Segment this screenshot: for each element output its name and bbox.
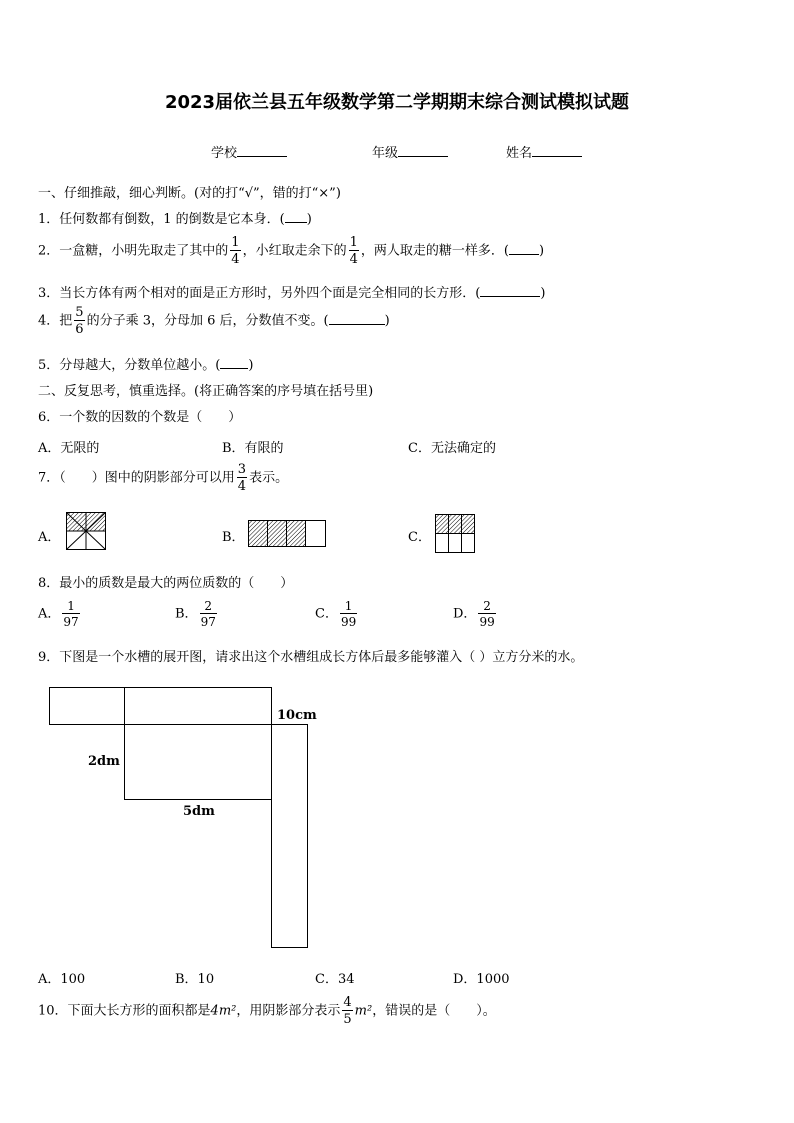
dimension-label-length: 5dm [183,804,215,819]
fraction-numerator: 2 [204,599,213,613]
question-5-text: 5．分母越大，分数单位越小。( [38,358,221,373]
fraction-numerator: 4 [343,995,352,1010]
question-3-text: 3．当长方体有两个相对的面是正方形时，另外四个面是完全相同的长方形．( [38,286,481,301]
net-top-strip [50,688,272,725]
fraction-denominator: 97 [200,615,216,629]
fraction-numerator: 1 [231,235,240,250]
fraction-five-sixths [74,306,84,336]
question-8-option-a[interactable] [38,600,82,628]
grade-label: 年级 [372,146,399,161]
school-label: 学校 [211,146,238,161]
question-10-text-a: 10．下面大长方形的面积都是 [38,1003,211,1019]
fraction-denominator: 97 [63,615,79,629]
question-10 [38,996,496,1026]
fraction-numerator: 1 [344,599,353,613]
page-title: 2023届依兰县五年级数学第二学期期末综合测试模拟试题 [164,92,630,113]
question-7-text-a: 7．（ ）图中的阴影部分可以用 [38,470,235,486]
question-8-option-c[interactable] [315,600,359,628]
fraction [200,600,217,628]
shaded-region [249,521,306,547]
question-6-option-c[interactable]: C．无法确定的 [408,441,496,456]
question-1 [38,208,312,227]
dimension-label-width: 2dm [88,754,120,769]
question-4-text-a: 4．把 [38,313,73,329]
question-10-text-c: ，错误的是（ ）。 [372,1003,496,1019]
question-6-text: 6．一个数的因数的个数是（ ） [38,410,242,425]
name-label: 姓名 [506,146,533,161]
fraction-denominator: 99 [479,615,495,629]
fraction-denominator: 99 [340,615,357,629]
fraction-denominator: 6 [75,322,84,337]
section-2-heading: 二、反复思考，慎重选择。(将正确答案的序号填在括号里) [38,384,374,399]
fraction-numerator: 1 [349,235,358,250]
dimension-label-height: 10cm [277,708,317,723]
section-1-heading: 一、仔细推敲，细心判断。(对的打“√”，错的打“×”) [38,186,341,201]
school-field[interactable] [211,142,287,161]
fraction-three-quarters [237,463,247,493]
fraction-numerator: 5 [75,305,84,320]
question-4 [38,306,390,336]
option-c-figure[interactable] [435,514,475,553]
fraction-one-quarter [349,236,359,266]
question-7 [38,463,288,493]
question-9-option-d[interactable]: D．1000 [453,972,510,987]
question-4-close: ) [384,313,390,329]
question-5 [38,354,253,373]
school-blank[interactable] [237,144,287,157]
net-right-strip [272,725,308,948]
question-7-option-c-label[interactable]: C． [408,530,431,545]
fraction-numerator: 3 [237,462,247,477]
option-label: D． [453,606,477,622]
question-6-option-a[interactable]: A．无限的 [38,441,100,456]
question-1-text: 1．任何数都有倒数，1 的倒数是它本身．( [38,212,285,227]
question-3 [38,282,545,301]
question-4-text-b: 的分子乘 3，分母加 6 后，分数值不变。( [86,313,329,329]
question-1-close: ) [306,212,312,227]
question-9-option-b[interactable]: B．10 [175,972,215,987]
grade-blank[interactable] [398,144,448,157]
fraction [62,600,79,628]
fraction-denominator: 4 [237,479,247,494]
question-5-close: ) [248,358,254,373]
question-2-text-a: 2．一盒糖，小明先取走了其中的 [38,243,229,259]
question-10-text-b: ，用阴影部分表示 [236,1003,341,1019]
option-label: A． [38,606,61,622]
question-7-option-a-label[interactable]: A． [38,530,61,545]
name-field[interactable] [506,142,582,161]
net-base [125,725,272,800]
question-9-option-a[interactable]: A．100 [38,972,86,987]
fraction-denominator: 5 [343,1012,352,1027]
question-2-text-c: ，两人取走的糖一样多．( [360,243,509,259]
option-b-figure[interactable] [248,520,326,547]
fraction-one-quarter [230,236,240,266]
option-a-figure[interactable] [66,512,106,550]
option-label: C． [315,606,338,622]
area-value: 4m² [210,1003,237,1019]
question-3-answer-blank[interactable] [480,284,540,297]
question-8-option-b[interactable] [175,600,219,628]
question-2 [38,236,544,266]
fraction-denominator: 4 [231,252,240,267]
fraction-four-fifths [342,996,352,1026]
option-label: B． [175,606,198,622]
question-3-close: ) [540,286,546,301]
fraction [340,600,357,628]
question-1-answer-blank[interactable] [285,210,307,223]
question-9-text: 9．下图是一个水槽的展开图，请求出这个水槽组成长方体后最多能够灌入（ ）立方分米的水。 [38,650,584,665]
question-8-option-d[interactable] [453,600,498,628]
fraction [478,600,495,628]
question-2-answer-blank[interactable] [509,242,539,255]
name-blank[interactable] [532,144,582,157]
fraction-denominator: 4 [349,252,358,267]
question-8-text: 8．最小的质数是最大的两位质数的（ ） [38,576,294,591]
question-5-answer-blank[interactable] [220,356,248,369]
question-9-option-c[interactable]: C．34 [315,972,355,987]
question-2-close: ) [538,243,545,259]
question-2-text-b: ，小红取走余下的 [242,243,347,259]
fraction-numerator: 1 [67,599,75,613]
question-4-answer-blank[interactable] [329,312,385,325]
question-7-text-b: 表示。 [249,470,289,486]
grade-field[interactable] [372,142,448,161]
shaded-region [436,515,475,534]
question-7-option-b-label[interactable]: B． [222,530,245,545]
question-6-option-b[interactable]: B．有限的 [222,441,284,456]
fraction-numerator: 2 [483,599,491,613]
unit: m² [354,1003,373,1019]
